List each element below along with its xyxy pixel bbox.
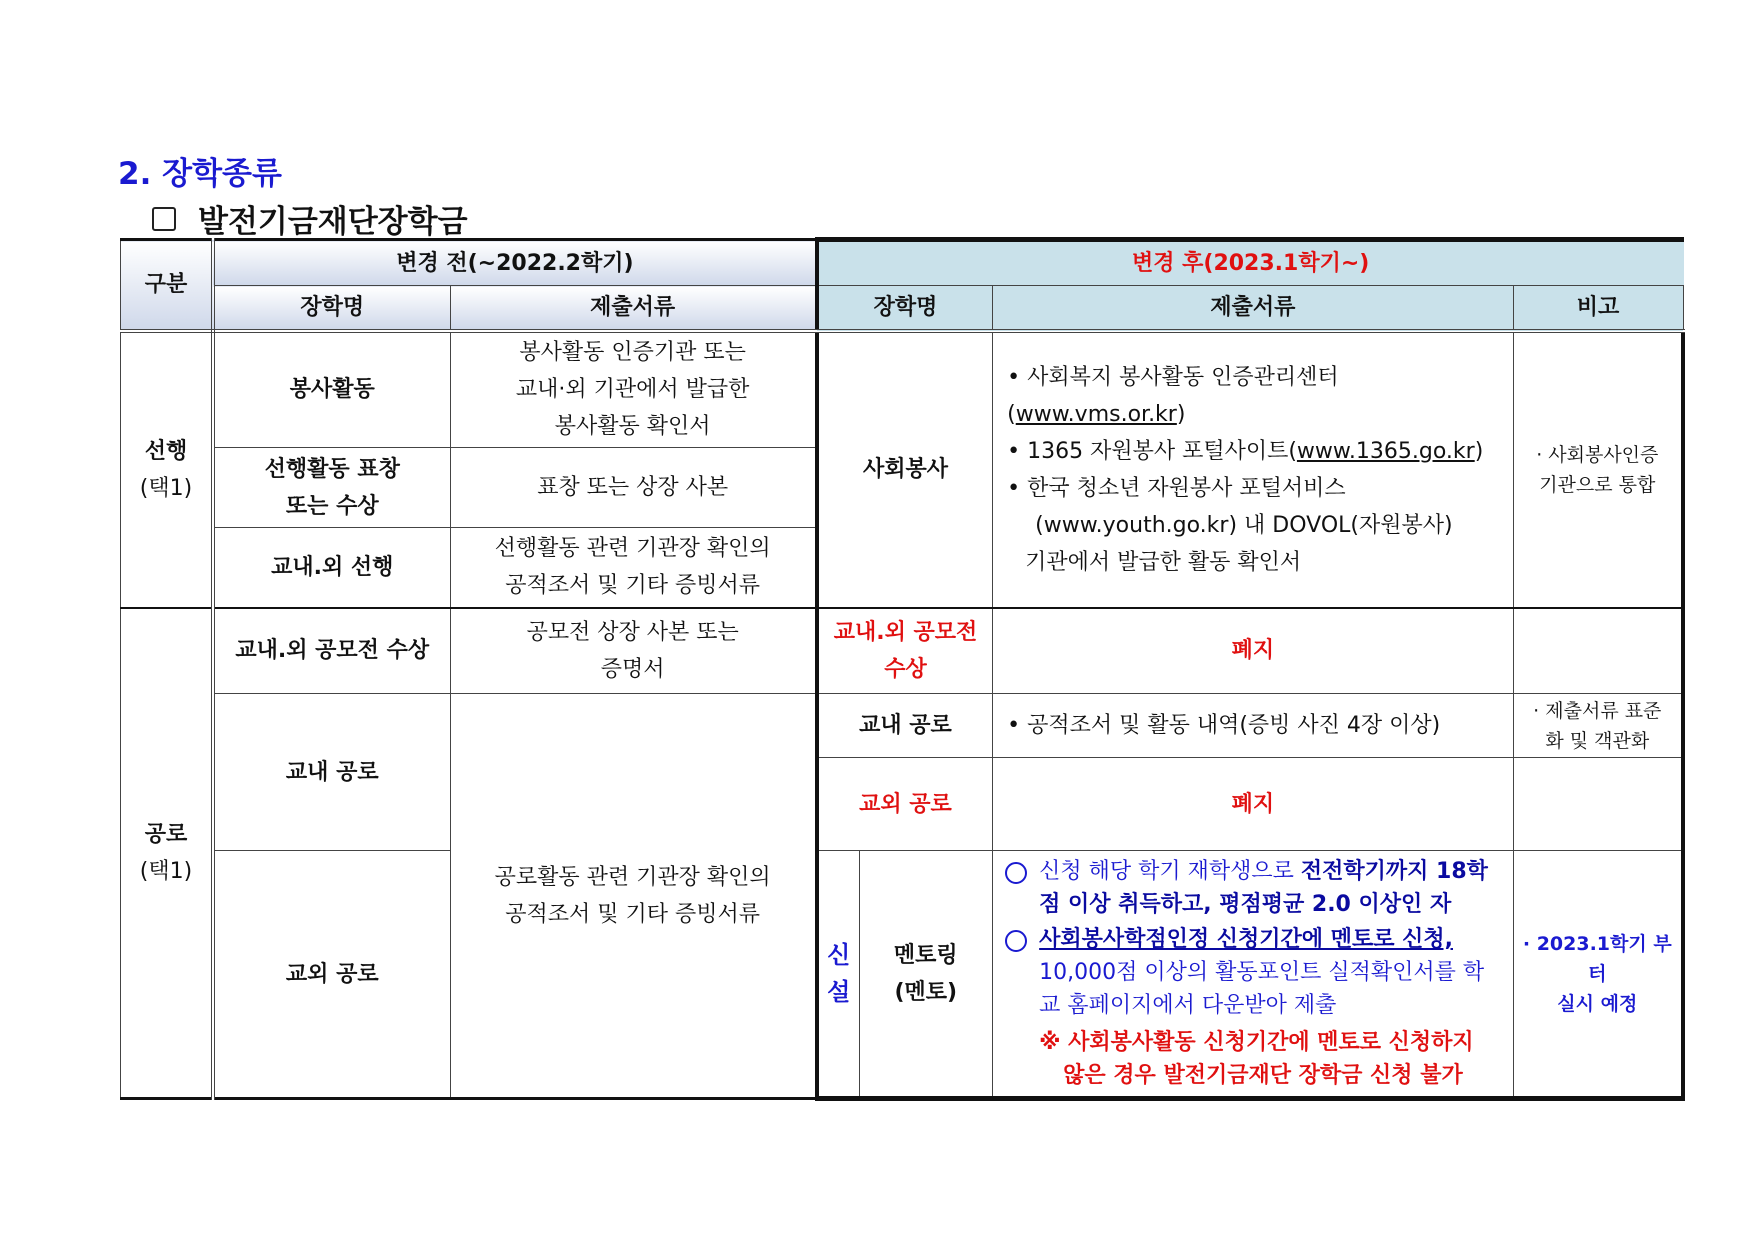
note-line: 화 및 객관화	[1545, 729, 1650, 752]
doc-line: 공모전 상장 사본 또는	[526, 619, 739, 645]
doc-line: 기관에서 발급한 활동 확인서	[1025, 549, 1302, 575]
before-name-good-deed: 교내.외 선행	[213, 528, 450, 608]
after-name-out-school: 교외 공로	[817, 758, 993, 851]
mentor-bullet-2: 사회봉사학점인정 신청기간에 멘토로 신청, 10,000점 이상의 활동포인트 실적확인서를 학교 홈페이지에서 다운받아 제출	[1005, 923, 1502, 1022]
doc-line: 봉사활동 인증기관 또는	[519, 340, 746, 366]
before-docs-contest	[450, 608, 817, 694]
note-line: 실시 예정	[1557, 992, 1638, 1015]
mentor-bullet-1: 신청 해당 학기 재학생으로 전전학기까지 18학점 이상 취득하고, 평점평균 2.0 이상인 자	[1005, 855, 1502, 921]
doc-line: 공적조서 및 기타 증빙서류	[505, 573, 761, 599]
header-before-name: 장학명	[213, 286, 450, 331]
header-after-note: 비고	[1513, 286, 1683, 331]
name-line: (멘토)	[894, 979, 958, 1005]
doc-line: 봉사활동 확인서	[554, 414, 711, 440]
circle-bullet-icon	[1005, 862, 1027, 884]
header-before-docs: 제출서류	[450, 286, 817, 331]
doc-line: 선행활동 관련 기관장 확인의	[494, 536, 771, 562]
name-line: 멘토링	[893, 942, 958, 968]
header-after-docs: 제출서류	[993, 286, 1513, 331]
group-good-deeds	[121, 331, 213, 608]
name-line: 선행활동 표창	[264, 456, 400, 482]
doc-line: 교내·외 기관에서 발급한	[515, 377, 750, 403]
after-name-mentoring	[859, 851, 993, 1099]
scholarship-table	[120, 237, 1685, 1101]
circle-bullet-icon	[1005, 930, 1027, 952]
after-docs-out-school-abolished: 폐지	[993, 758, 1513, 851]
new-label-line: 신	[827, 940, 851, 969]
group-merit	[121, 608, 213, 1099]
note-contest	[1513, 608, 1683, 694]
after-docs-mentoring	[993, 851, 1513, 1099]
header-before-title: 변경 전(~2022.2학기)	[213, 240, 817, 286]
note-line: · 2023.1학기 부터	[1522, 932, 1672, 985]
before-docs-award: 표창 또는 상장 사본	[450, 448, 817, 528]
1365-link[interactable]: www.1365.go.kr	[1296, 438, 1475, 464]
group-sub: (택1)	[139, 858, 193, 884]
doc-line: • 한국 청소년 자원봉사 포털서비스	[1007, 475, 1346, 501]
new-label	[817, 851, 859, 1099]
doc-line: 공로활동 관련 기관장 확인의	[494, 864, 771, 890]
doc-line: 공적조서 및 기타 증빙서류	[505, 901, 761, 927]
note-line: 기관으로 통합	[1539, 473, 1656, 496]
subsection-title-text: 발전기금재단장학금	[198, 204, 468, 240]
new-label-line: 설	[827, 977, 851, 1006]
before-docs-good-deed	[450, 528, 817, 608]
note-in-school	[1513, 694, 1683, 758]
before-docs-volunteer	[450, 331, 817, 448]
group-sub: (택1)	[139, 475, 193, 501]
group-name: 선행	[144, 438, 188, 464]
section-title: 2. 장학종류	[118, 156, 282, 192]
mentor-warning	[1005, 1026, 1502, 1092]
after-name-in-school: 교내 공로	[817, 694, 993, 758]
doc-line: • 사회복지 봉사활동 인증관리센터(www.vms.or.kr)	[1007, 364, 1339, 427]
after-name-contest	[817, 608, 993, 694]
before-name-contest: 교내.외 공모전 수상	[213, 608, 450, 694]
name-line: 또는 수상	[285, 493, 379, 519]
after-docs-in-school: • 공적조서 및 활동 내역(증빙 사진 4장 이상)	[993, 694, 1513, 758]
before-name-out-school: 교외 공로	[213, 851, 450, 1099]
before-docs-merit-shared	[450, 694, 817, 1099]
note-mentoring	[1513, 851, 1683, 1099]
after-docs-social-service	[993, 331, 1513, 608]
warning-line: ※ 사회봉사활동 신청기간에 멘토로 신청하지	[1039, 1030, 1474, 1055]
doc-line: • 1365 자원봉사 포털사이트(www.1365.go.kr)	[1007, 438, 1484, 464]
name-line: 교내.외 공모전	[833, 619, 978, 645]
doc-line: 증명서	[600, 656, 665, 682]
subsection-title	[152, 196, 468, 241]
doc-line: (www.youth.go.kr) 내 DOVOL(자원봉사)	[1035, 512, 1453, 538]
vms-link[interactable]: www.vms.or.kr	[1015, 401, 1177, 427]
before-name-volunteer: 봉사활동	[213, 331, 450, 448]
checkbox-icon	[152, 207, 176, 231]
note-line: · 사회봉사인증	[1536, 443, 1659, 466]
group-name: 공로	[144, 821, 188, 847]
note-out-school	[1513, 758, 1683, 851]
note-social-service	[1513, 331, 1683, 608]
header-after-name: 장학명	[817, 286, 993, 331]
warning-line: 않은 경우 발전기금재단 장학금 신청 불가	[1063, 1063, 1463, 1088]
after-docs-contest-abolished: 폐지	[993, 608, 1513, 694]
header-after-title: 변경 후(2023.1학기~)	[817, 240, 1683, 286]
before-name-award	[213, 448, 450, 528]
note-line: · 제출서류 표준	[1533, 699, 1662, 722]
before-name-in-school: 교내 공로	[213, 694, 450, 851]
header-category: 구분	[121, 240, 213, 331]
after-name-social-service: 사회봉사	[817, 331, 993, 608]
name-line: 수상	[884, 656, 927, 682]
